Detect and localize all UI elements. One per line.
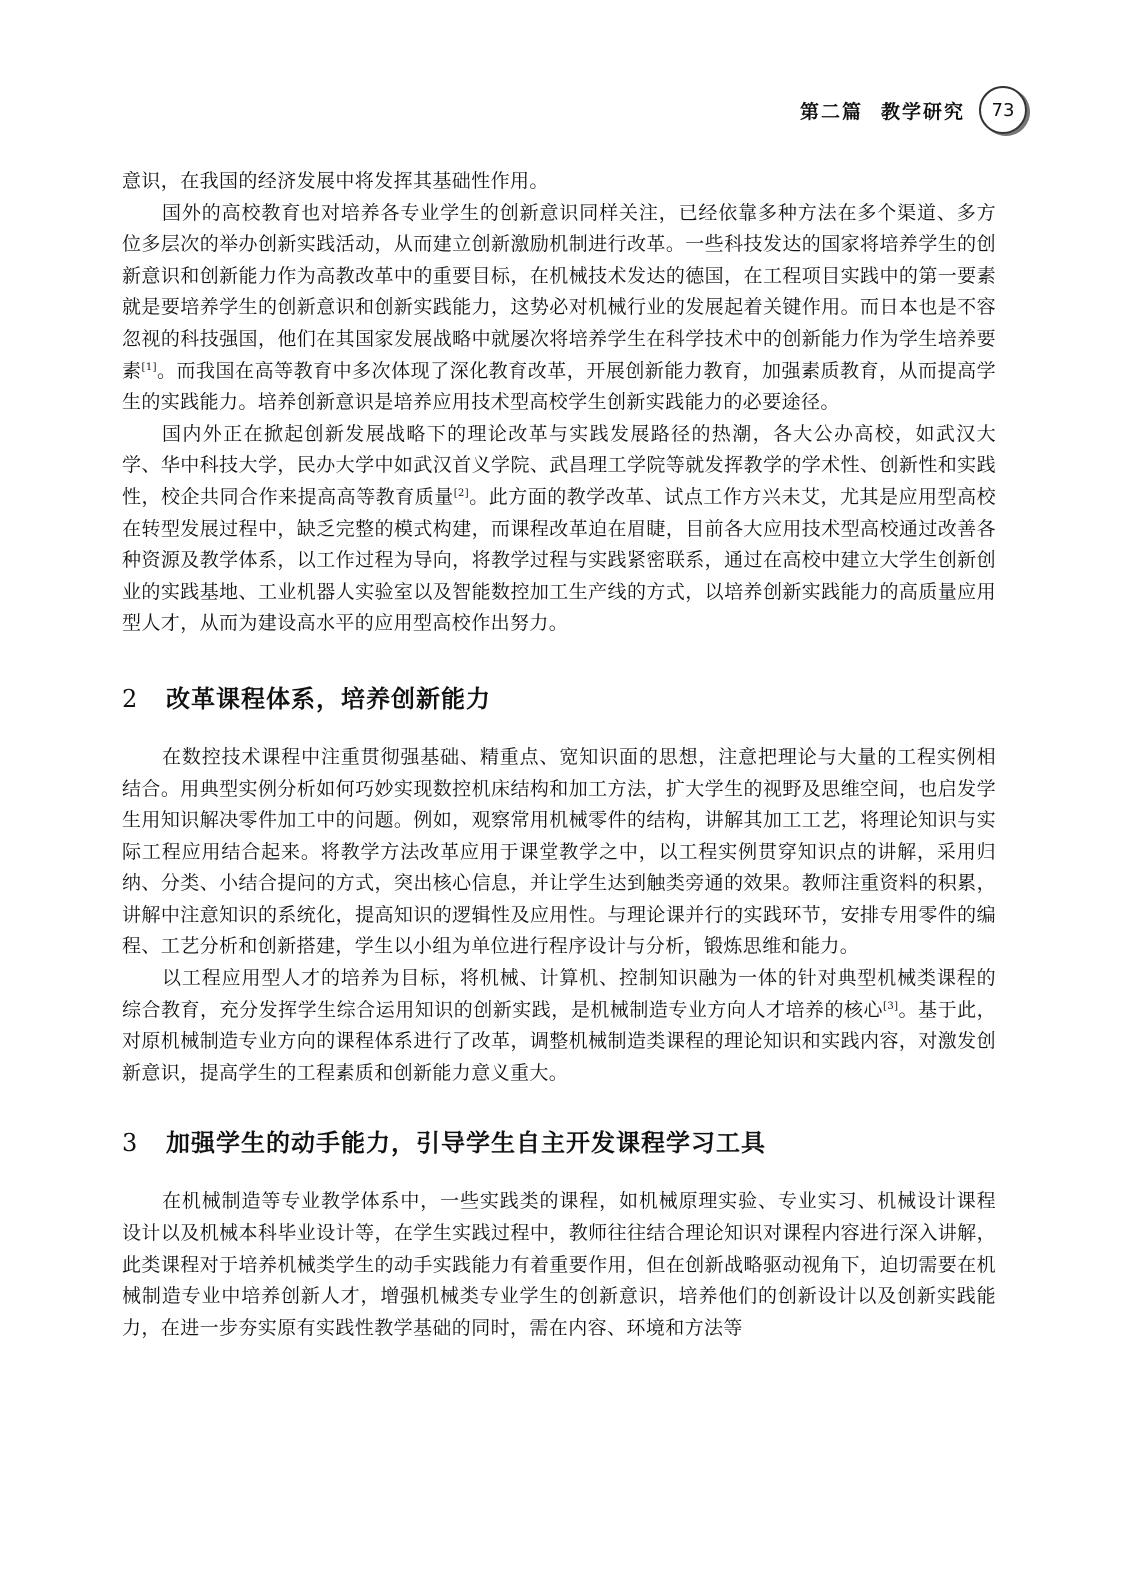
paragraph-3: [122, 419, 996, 640]
paragraph-5: [122, 963, 996, 1089]
citation-2: [2]: [453, 487, 470, 499]
header-part: 第二篇: [799, 100, 863, 123]
section-3-title: 加强学生的动手能力，引导学生自主开发课程学习工具: [166, 1129, 766, 1158]
body-text: [122, 166, 996, 1344]
page-number-badge: [979, 86, 1027, 134]
header-section: 教学研究: [880, 100, 965, 123]
paragraph-2-text-a: 国外的高校教育也对培养各专业学生的创新意识同样关注，已经依靠多种方法在多个渠道、多方位多层次的举办创新实践活动，从而建立创新激励机制进行改革。一些科技发达的国家将培养学生的创新意识和创新能力作为高教改革中的重要目标，在机械技术发达的德国，在工程项目实践中的第一要素就是要培养学生的创新意识和创新实践能力，这势必对机械行业的发展起着关键作用。而日本也是不容忽视的科技强国，他们在其国家发展战略中就屡次将培养学生在科学技术中的创新能力作为学生培养要素: [122, 201, 996, 382]
citation-3: [3]: [883, 1000, 899, 1012]
paragraph-5-text-a: 以工程应用型人才的培养为目标，将机械、计算机、控制知识融为一体的针对典型机械类课程的综合教育，充分发挥学生综合运用知识的创新实践，是机械制造专业方向人才培养的核心: [122, 967, 996, 1021]
paragraph-4: 在数控技术课程中注重贯彻强基础、精重点、宽知识面的思想，注意把理论与大量的工程实例相结合。用典型实例分析如何巧妙实现数控机床结构和加工方法，扩大学生的视野及思维空间，也启发学生用知识解决零件加工中的问题。例如，观察常用机械零件的结构，讲解其加工工艺，将理论知识与实际工程应用结合起来。将教学方法改革应用于课堂教学之中，以工程实例贯穿知识点的讲解，采用归纳、分类、小结合提问的方式，突出核心信息，并让学生达到触类旁通的效果。教师注重资料的积累，讲解中注意知识的系统化，提高知识的逻辑性及应用性。与理论课并行的实践环节，安排专用零件的编程、工艺分析和创新搭建，学生以小组为单位进行程序设计与分析，锻炼思维和能力。: [122, 745, 996, 958]
section-2-title: 改革课程体系，培养创新能力: [166, 684, 491, 713]
paragraph-6: 在机械制造等专业教学体系中，一些实践类的课程，如机械原理实验、专业实习、机械设计课程设计以及机械本科毕业设计等，在学生实践过程中，教师往往结合理论知识对课程内容进行深入讲解，此类课程对于培养机械类学生的动手实践能力有着重要作用，但在创新战略驱动视角下，迫切需要在机械制造专业中培养创新人才，增强机械类专业学生的创新意识，培养他们的创新设计以及创新实践能力，在进一步夯实原有实践性教学基础的同时，需在内容、环境和方法等: [122, 1190, 996, 1339]
citation-1: [1]: [141, 361, 157, 373]
paragraph-2-text-b: 。而我国在高等教育中多次体现了深化教育改革，开展创新能力教育，加强素质教育，从而提高学生的实践能力。培养创新意识是培养应用技术型高校学生创新实践能力的必要途径。: [122, 359, 996, 414]
section-2-heading: [122, 683, 996, 715]
header-title: [800, 97, 965, 124]
page-number: 73: [991, 99, 1015, 121]
paragraph-2: [122, 198, 996, 419]
running-header: [800, 86, 1027, 134]
paragraph-5-text-b: 。基于此，对原机械制造专业方向的课程体系进行了改革，调整机械制造类课程的理论知识和实践内容，对激发创新意识，提高学生的工程素质和创新能力意义重大。: [122, 998, 996, 1084]
paragraph-3-text-a: 国内外正在掀起创新发展战略下的理论改革与实践发展路径的热潮，各大公办高校，如武汉大学、华中科技大学，民办大学中如武汉首义学院、武昌理工学院等就发挥教学的学术性、创新性和实践性，校企共同合作来提高高等教育质量: [122, 422, 996, 508]
section-2-number: 2: [122, 684, 139, 713]
paragraph-1: 意识，在我国的经济发展中将发挥其基础性作用。: [122, 170, 549, 192]
section-3-number: 3: [122, 1129, 139, 1158]
paragraph-3-text-b: 。此方面的教学改革、试点工作方兴未艾，尤其是应用型高校在转型发展过程中，缺乏完整的模式构建，而课程改革迫在眉睫，目前各大应用技术型高校通过改善各种资源及教学体系，以工作过程为导向，将教学过程与实践紧密联系，通过在高校中建立大学生创新创业的实践基地、工业机器人实验室以及智能数控加工生产线的方式，以培养创新实践能力的高质量应用型人才，从而为建设高水平的应用型高校作出努力。: [122, 485, 996, 635]
section-3-heading: [122, 1127, 996, 1159]
